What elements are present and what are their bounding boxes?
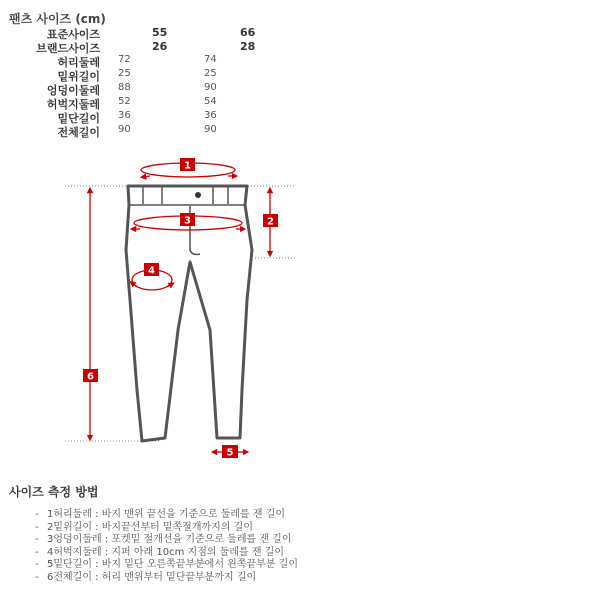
size-value: 66: [240, 26, 256, 39]
size-value: 52: [118, 96, 131, 107]
size-value: 74: [204, 54, 217, 65]
size-value: 55: [152, 26, 168, 39]
pants-diagram: [0, 150, 320, 470]
size-chart-title: 팬츠 사이즈 (cm): [9, 12, 106, 26]
size-value: 90: [118, 124, 131, 135]
size-value: 36: [118, 110, 131, 121]
list-item: - 5밑단길이 : 바지 밑단 오른쪽끝부분에서 왼쪽끝부분 길이: [35, 559, 298, 572]
marker-3: 3: [184, 215, 191, 227]
row-label: 밑단길이: [57, 112, 100, 125]
method-list: [35, 509, 298, 584]
list-item: - 4허벅지둘레 : 지퍼 아래 10cm 지점의 둘레를 잰 길이: [35, 547, 298, 560]
size-value: 26: [152, 40, 168, 53]
size-value: 72: [118, 54, 131, 65]
marker-1: 1: [184, 160, 191, 172]
button-icon: [195, 192, 201, 198]
row-label: 전체길이: [57, 126, 100, 139]
size-value: 90: [204, 124, 217, 135]
size-value: 28: [240, 40, 256, 53]
list-item: - 3엉덩이둘레 : 포켓밑 절개선을 기준으로 둘레를 잰 길이: [35, 534, 298, 547]
size-value: 36: [204, 110, 217, 121]
row-label: 엉덩이둘레: [46, 84, 100, 97]
row-label: 브랜드사이즈: [36, 42, 100, 55]
method-title: 사이즈 측정 방법: [9, 485, 99, 499]
marker-5: 5: [226, 447, 234, 459]
marker-6: 6: [87, 371, 94, 383]
row-label: 허벅지둘레: [46, 98, 100, 111]
size-value: 54: [204, 96, 217, 107]
list-item: - 1허리둘레 : 바지 맨위 끝선을 기준으로 둘레를 잰 길이: [35, 509, 298, 522]
size-value: 88: [118, 82, 131, 93]
marker-2: 2: [267, 216, 274, 228]
list-item: - 6전체길이 : 허리 맨위부터 밑단끝부분까지 길이: [35, 572, 298, 585]
row-label: 밑위길이: [57, 70, 100, 83]
row-label: 허리둘레: [57, 56, 100, 69]
size-value: 25: [204, 68, 217, 79]
size-value: 25: [118, 68, 131, 79]
size-value: 90: [204, 82, 217, 93]
list-item: - 2밑위길이 : 바지끝선부터 밑쪽절개까지의 길이: [35, 522, 298, 535]
row-label: 표준사이즈: [46, 28, 100, 41]
marker-4: 4: [148, 265, 155, 277]
